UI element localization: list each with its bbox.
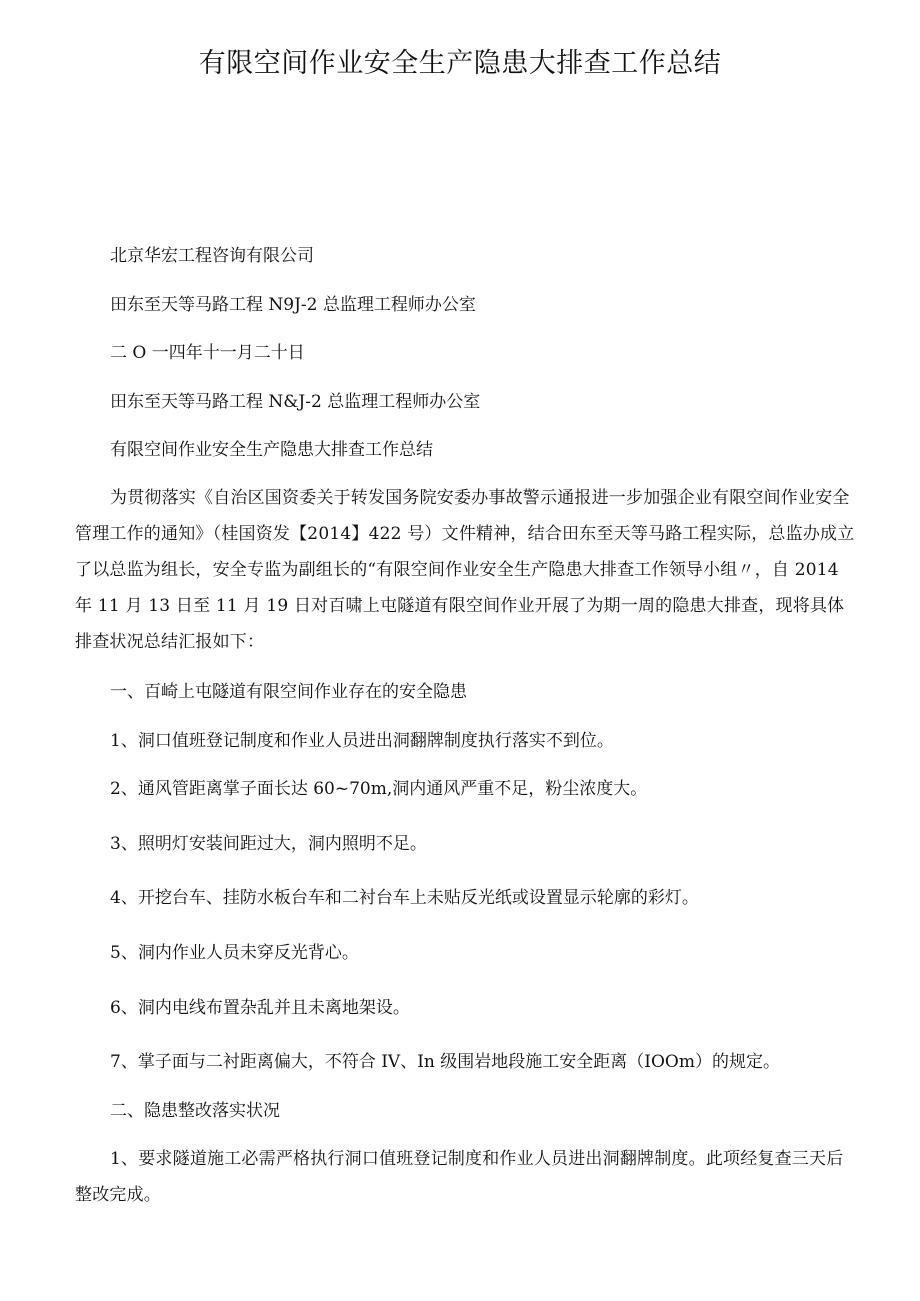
org-office-2: 田东至天等马路工程 N&J-2 总监理工程师办公室	[110, 392, 481, 412]
intro-paragraph: 为贯彻落实《自治区国资委关于转发国务院安委办事故警示通报进一步加强企业有限空间作业安全管理工作的通知》（桂国资发【2014】422 号）文件精神，结合田东至天等马路工程实际，总监办成立了以总监为组长，安全专监为副组长的“有限空间作业安全生产隐患大排查工作领导小组〃，自 2014 年 11 月 13 日至 11 月 19 日对百啸上屯隧道有限空间作业开展了为期一周的隐患大排查，现将具体排查状况总结汇报如下：	[75, 488, 855, 652]
org-company: 北京华宏工程咨询有限公司	[110, 246, 314, 266]
hazard-item: 4、开挖台车、挂防水板台车和二衬台车上未贴反光纸或设置显示轮廓的彩灯。	[110, 888, 699, 908]
hazard-item: 5、洞内作业人员未穿反光背心。	[110, 943, 359, 963]
rectification-item: 1、要求隧道施工必需严格执行洞口值班登记制度和作业人员进出洞翻牌制度。此项经复查三天后整改完成。	[75, 1149, 844, 1205]
document-date: 二 O 一四年十一月二十日	[110, 343, 305, 363]
org-office-1: 田东至天等马路工程 N9J-2 总监理工程师办公室	[110, 295, 476, 315]
section-1-heading: 一、百崎上屯隧道有限空间作业存在的安全隐患	[110, 682, 467, 702]
hazard-item: 1、洞口值班登记制度和作业人员进出洞翻牌制度执行落实不到位。	[110, 731, 614, 751]
hazard-item: 7、掌子面与二衬距离偏大，不符合 IV、In 级围岩地段施工安全距离（IOOm）的规定。	[110, 1052, 780, 1072]
hazard-item: 2、通风管距离掌子面长达 60~70m,洞内通风严重不足，粉尘浓度大。	[110, 779, 648, 799]
hazard-item: 3、照明灯安装间距过大，洞内照明不足。	[110, 834, 427, 854]
document-title: 有限空间作业安全生产隐患大排查工作总结	[198, 48, 722, 79]
document-subtitle: 有限空间作业安全生产隐患大排查工作总结	[110, 440, 433, 460]
hazard-item: 6、洞内电线布置杂乱并且未离地架设。	[110, 998, 410, 1018]
section-2-heading: 二、隐患整改落实状况	[110, 1101, 280, 1121]
